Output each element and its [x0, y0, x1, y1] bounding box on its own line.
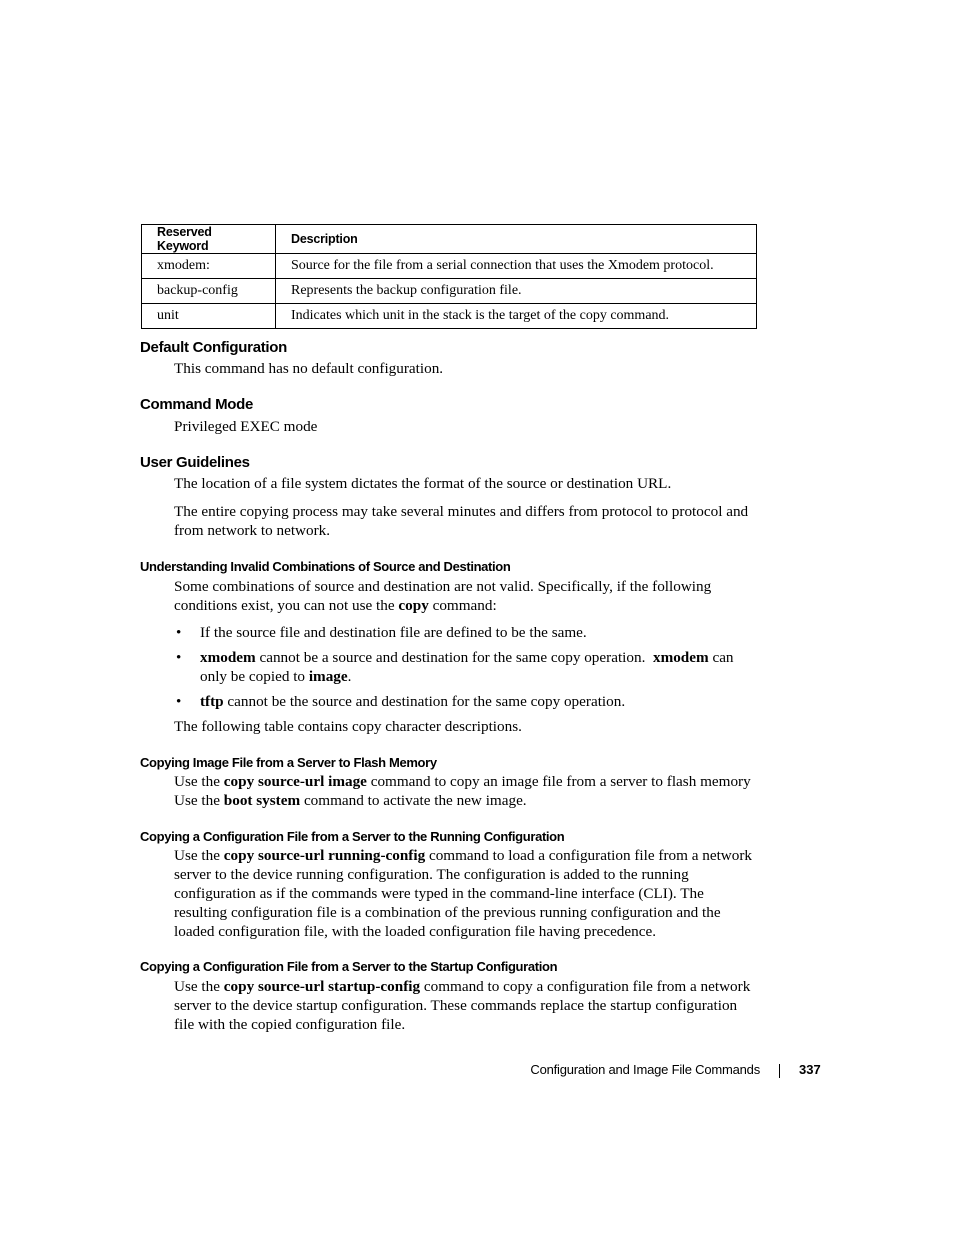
- text-run: Some combinations of source and destination are not valid. Specifically, if the following conditions exist, you can not use the: [174, 578, 712, 614]
- text-run: If the source file and destination file are defined to be the same.: [200, 624, 587, 641]
- page-number: 337: [799, 1062, 821, 1077]
- footer-divider: [779, 1064, 780, 1078]
- command-keyword: tftp: [200, 693, 224, 710]
- user-guidelines-heading: User Guidelines: [140, 454, 250, 471]
- copy-image-text: [174, 772, 759, 810]
- text-run: .: [347, 668, 352, 685]
- text-run: command to load a configuration file from a network server to the device running configuration. The configuration is added to the running configuration as if the commands were typed in the command-line interface (CLI). The resulting configuration file is a combination of the previous running configuration and the loaded configuration file, with the loaded configuration file having precedence.: [174, 847, 753, 940]
- table-cell-description: Indicates which unit in the stack is the target of the copy command.: [276, 304, 757, 329]
- copy-startup-config-heading: Copying a Configuration File from a Server to the Startup Configuration: [140, 959, 558, 974]
- bullet-icon: •: [176, 624, 182, 641]
- copy-image-heading: Copying Image File from a Server to Flash Memory: [140, 755, 437, 770]
- footer-chapter-title: Configuration and Image File Commands: [530, 1062, 760, 1077]
- copy-startup-config-text: [174, 977, 759, 1034]
- bullet-icon: •: [176, 693, 182, 710]
- text-run: can only be copied to: [200, 649, 734, 685]
- command-keyword: copy source-url startup-config: [223, 978, 421, 995]
- table-cell-description: Source for the file from a serial connection that uses the Xmodem protocol.: [276, 254, 757, 279]
- text-run: Use the: [174, 773, 224, 790]
- text-run: Use the: [174, 847, 224, 864]
- table-cell-keyword: xmodem:: [142, 254, 276, 279]
- default-configuration-text: This command has no default configuration.: [174, 360, 444, 377]
- text-run: command to copy an image file from a server to flash memory Use the: [174, 773, 751, 809]
- invalid-combinations-heading: Understanding Invalid Combinations of Source and Destination: [140, 559, 511, 574]
- command-keyword: xmodem: [200, 649, 256, 666]
- command-keyword: copy source-url image: [223, 773, 367, 790]
- default-configuration-heading: Default Configuration: [140, 339, 288, 356]
- table-cell-keyword: unit: [142, 304, 276, 329]
- reserved-keyword-table: [141, 224, 757, 329]
- table-row: [142, 279, 757, 304]
- invalid-combinations-intro: [174, 577, 759, 615]
- copy-running-config-heading: Copying a Configuration File from a Server to the Running Configuration: [140, 829, 565, 844]
- list-item: [174, 648, 759, 686]
- table-row: [142, 304, 757, 329]
- command-keyword: copy: [398, 597, 429, 614]
- command-mode-heading: Command Mode: [140, 396, 254, 413]
- table-header-row: [142, 225, 757, 254]
- text-run: command:: [428, 597, 497, 614]
- list-item: [174, 692, 759, 711]
- user-guidelines-paragraph: The entire copying process may take several minutes and differs from protocol to protocol and from network to network.: [174, 503, 749, 539]
- text-run: Use the: [174, 978, 224, 995]
- list-item: [174, 623, 759, 642]
- table-header-description: Description: [276, 225, 757, 254]
- table-cell-keyword: backup-config: [142, 279, 276, 304]
- page-footer: [0, 1062, 954, 1082]
- text-run: command to copy a configuration file from a network server to the device startup configuration. These commands replace the startup configuration file with the copied configuration file.: [174, 978, 751, 1033]
- text-run: command to activate the new image.: [300, 792, 527, 809]
- bullet-icon: •: [176, 649, 182, 666]
- command-keyword: xmodem: [652, 649, 709, 666]
- table-cell-description: Represents the backup configuration file.: [276, 279, 757, 304]
- invalid-combinations-outro: The following table contains copy character descriptions.: [174, 718, 522, 735]
- command-keyword: image: [308, 668, 348, 685]
- text-run: cannot be the source and destination for the same copy operation.: [223, 693, 626, 710]
- copy-running-config-text: [174, 846, 759, 941]
- table-row: [142, 254, 757, 279]
- command-keyword: copy source-url running-config: [223, 847, 426, 864]
- text-run: cannot be a source and destination for the same copy operation.: [255, 649, 653, 666]
- user-guidelines-paragraph: The location of a file system dictates the format of the source or destination URL.: [174, 475, 672, 492]
- command-keyword: boot system: [223, 792, 301, 809]
- command-mode-text: Privileged EXEC mode: [174, 418, 318, 435]
- invalid-combinations-list: [174, 623, 759, 711]
- table-header-keyword: Reserved Keyword: [142, 225, 276, 254]
